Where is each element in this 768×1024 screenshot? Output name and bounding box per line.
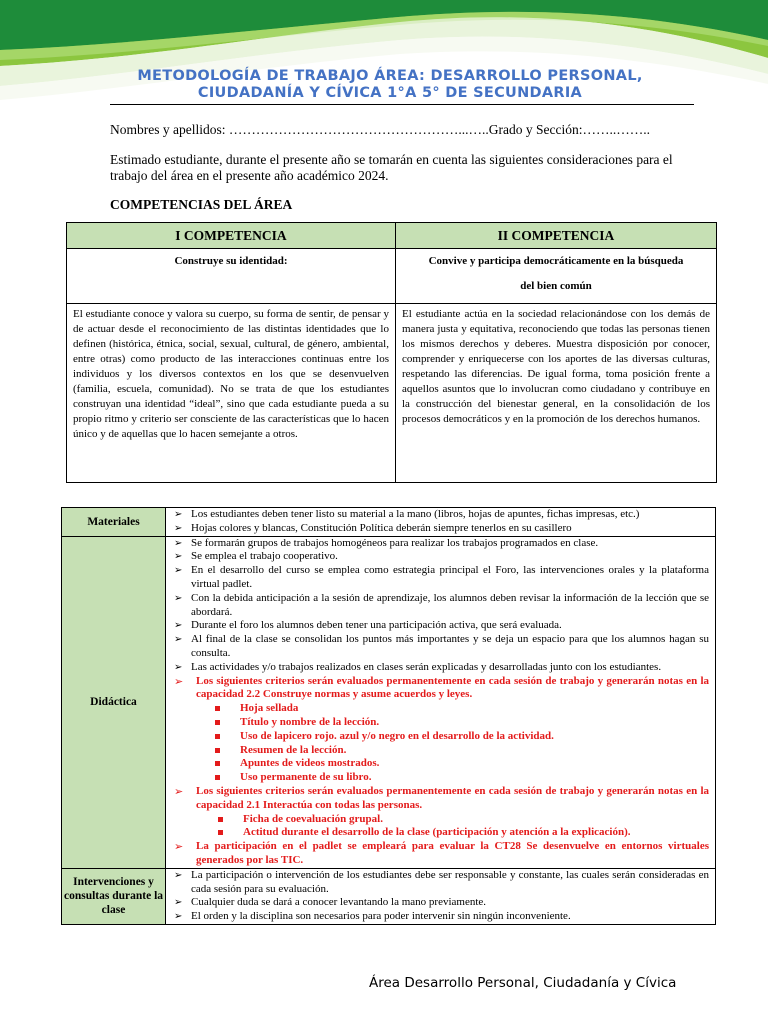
list-item: ➢ Al final de la clase se consolidan los puntos más importantes y se deja un espacio para que los alumnos hagan su consulta. [174,633,709,661]
competencia-2-description: El estudiante actúa en la sociedad relacionándose con los demás de manera justa y equitativa, reconociendo que todas las personas tienen los mismos derechos y deberes. Muestra disposición por conocer, comprender y enriquecerse con los aportes de las diversas culturas, respetando las diferencias. De igual forma, toma posición frente a aquellos asuntos que lo involucran como ciudadano y contribuye en la construcción del bienestar general, en la consolidación de los procesos democráticos y en la promoción de los derechos humanos. [396,304,717,483]
list-item: ➢ Con la debida anticipación a la sesión de aprendizaje, los alumnos deben revisar la información de la lección que se abordará. [174,592,709,620]
list-item: ➢ En el desarrollo del curso se emplea como estrategia principal el Foro, las intervenciones orales y la plataforma virtual padlet. [174,564,709,592]
criterio-22-note: ➢ Los siguientes criterios serán evaluados permanentemente en cada sesión de trabajo y generarán notas en la capacidad 2.2 Construye normas y asume acuerdos y leyes. [174,675,709,703]
list-item: ➢ Se emplea el trabajo cooperativo. [174,550,709,564]
criterio-item: Uso permanente de su libro. [212,771,709,785]
materiales-row [62,508,716,537]
competencia-1-description: El estudiante conoce y valora su cuerpo, su forma de sentir, de pensar y de actuar desde el reconocimiento de las distintas identidades que lo definen (histórica, étnica, social, sexual, cultural, de género, ambiental, entre otras) como producto de las interacciones continuas entre los individuos y los diversos contextos en los que se desenvuelven (familia, escuela, comunidad). No se trata de que los estudiantes construyan una identidad “ideal”, sino que cada estudiante pueda a su propio ritmo y criterio ser consciente de las características que lo hacen único y de aquellas que lo hacen semejante a otros. [67,304,396,483]
materiales-label: Materiales [62,508,166,537]
didactica-label: Didáctica [62,536,166,868]
title-line-2: CIUDADANÍA Y CÍVICA 1°A 5° DE SECUNDARIA [197,85,583,101]
competencias-table [66,222,717,483]
list-item: ➢ Los estudiantes deben tener listo su material a la mano (libros, hojas de apuntes, fichas impresas, etc.) [174,508,709,522]
materiales-content [166,508,716,537]
title-line-1: METODOLOGÍA DE TRABAJO ÁREA: DESARROLLO PERSONAL, [137,68,643,84]
criterio-item: Uso de lapicero rojo. azul y/o negro en el desarrollo de la actividad. [212,730,709,744]
competencia-1-header: I COMPETENCIA [67,223,396,249]
competencias-heading: COMPETENCIAS DEL ÁREA [110,197,293,212]
list-item: ➢ Cualquier duda se dará a conocer levantando la mano previamente. [174,896,709,910]
didactica-row [62,536,716,868]
document-title [110,68,670,102]
title-underline [110,104,694,105]
competencia-2-name-line-2: del bien común [520,280,592,292]
criterio-item: Ficha de coevaluación grupal. [215,813,709,827]
list-item: ➢ Durante el foro los alumnos deben tener una participación activa, que será evaluada. [174,619,709,633]
competencia-2-name-line-1: Convive y participa democráticamente en la búsqueda [428,255,684,267]
criterio-item: Título y nombre de la lección. [212,716,709,730]
list-item: ➢ Hojas colores y blancas, Constitución Política deberán siempre tenerlos en su casillero [174,522,709,536]
list-item: ➢ Se formarán grupos de trabajos homogéneos para realizar los trabajos programados en clase. [174,537,709,551]
didactica-content [166,536,716,868]
metodologia-table [61,507,716,925]
criterio-item: Actitud durante el desarrollo de la clase (participación y atención a la explicación). [215,826,709,840]
list-item: ➢ Las actividades y/o trabajos realizados en clases serán explicadas y desarrolladas junto con los estudiantes. [174,661,709,675]
intervenciones-label: Intervenciones y consultas durante la clase [62,868,166,924]
competencia-2-name [396,249,717,304]
competencia-2-header: II COMPETENCIA [396,223,717,249]
criterio-item: Resumen de la lección. [212,744,709,758]
intervenciones-row [62,868,716,924]
criterio-21-note: ➢ Los siguientes criterios serán evaluados permanentemente en cada sesión de trabajo y generarán notas en la capacidad 2.1 Interactúa con todas las personas. [174,785,709,813]
criterio-item: Apuntes de videos mostrados. [212,757,709,771]
padlet-note: ➢ La participación en el padlet se empleará para evaluar la CT28 Se desenvuelve en entornos virtuales generados por las TIC. [174,840,709,868]
intervenciones-content [166,868,716,924]
criterio-item: Hoja sellada [212,702,709,716]
list-item: ➢ La participación o intervención de los estudiantes debe ser responsable y constante, las cuales serán consideradas en cada sesión para su evaluación. [174,869,709,897]
student-name-line: Nombres y apellidos: ……………………………………………...…..Grado y Sección:……..…….. [110,122,650,137]
page-footer: Área Desarrollo Personal, Ciudadanía y Cívica [369,975,677,991]
list-item: ➢ El orden y la disciplina son necesarios para poder intervenir sin ningún inconveniente. [174,910,709,924]
intro-paragraph: Estimado estudiante, durante el presente año se tomarán en cuenta las siguientes consideraciones para el trabajo del área en el presente año académico 2024. [110,152,673,183]
competencia-1-name: Construye su identidad: [67,249,396,304]
